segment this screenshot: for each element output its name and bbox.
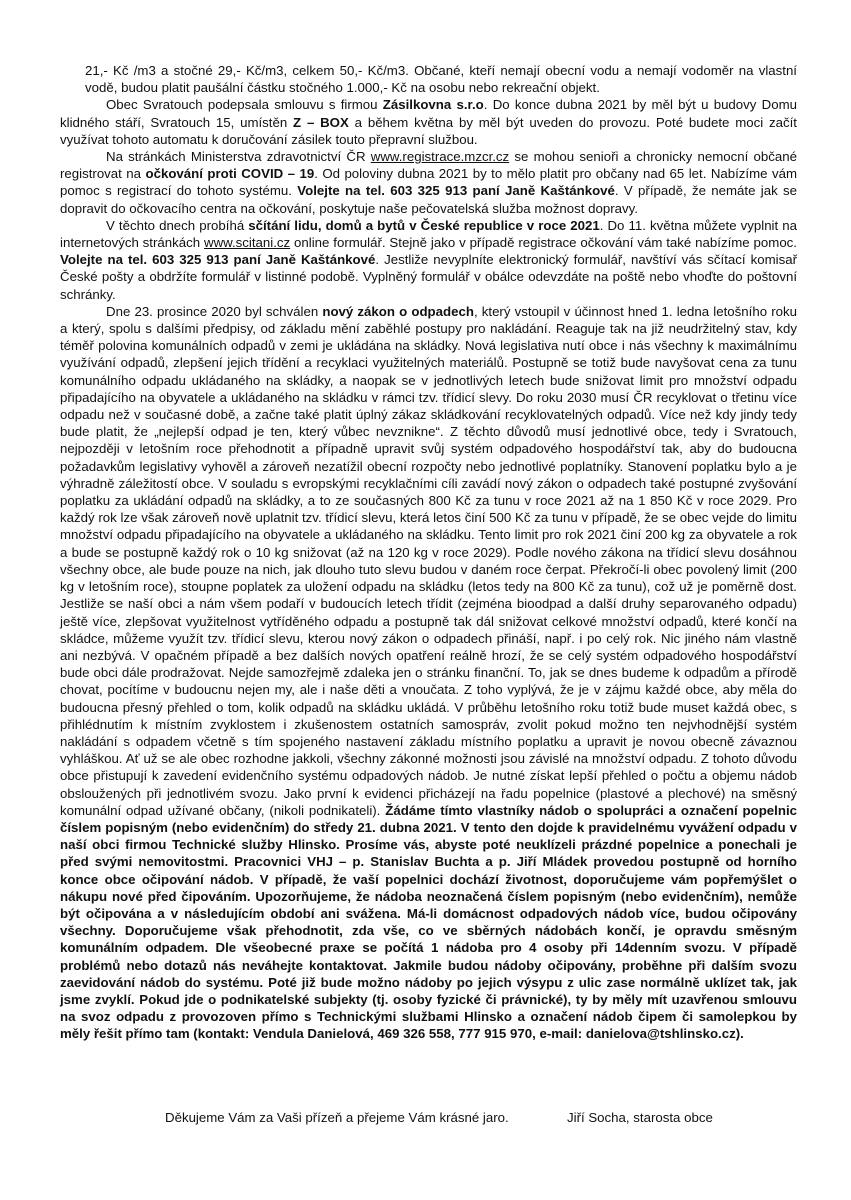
waste-text-2: , který vstoupil v účinnost hned 1. ledna letošního roku a který, spolu s dalšími předpisy, od základu mění zaběhlé postupy pro nakládání. Reaguje tak na již neudržitelný stav, kdy téměř polovina komunálních odpadů v zemi je ukládána na skládky. Nová legislativa nutí obce i nás všechny k maximálnímu využívání odpadů, zlepšení jejich třídění a recyklaci využitelných materiálů. Postupně se totiž bude navyšovat cena za tunu komunálního odpadu ukládaného na skládky, a naopak se v jednotlivých letech bude snižovat limit pro množství odpadu připadajícího na obyvatele a ukládaného na skládku v rámci tzv. třídicí slevy. Do roku 2030 musí ČR recyklovat o třetinu více odpadu než v současné době, a začne také platit úplný zákaz skládkování recyklovatelných odpadů. Více než kdy jindy tedy bude platit, že „nejlepší odpad je ten, který vůbec nevznikne“. Z těchto důvodů musí jednotlivé obce, tedy i Svratouch, nejpozději v letošním roce přehodnotit a případně upravit svůj systém odpadového hospodářství tak, aby do budoucna požadavkům legislativy vyhověl a zároveň nezatížil obecní rozpočty nebo jednotlivé poplatníky. Stanovení poplatku bylo a je výhradně záležitostí obce. V souladu s evropskými recyklačními cíli zavádí nový zákon o odpadech také postupné zvyšování poplatku za ukládání odpadů na skládky, a to ze současných 800 Kč za tunu v roce 2021 až na 1 850 Kč v roce 2029. Pro každý rok lze však zároveň nově uplatnit tzv. třídicí slevu, která letos činí 500 Kč za tunu v případě, že se obec vejde do limitu množství odpadu připadajícího na obyvatele a ukládaného na skládku. Tento limit pro rok 2021 činí 200 kg za obyvatele a rok a bude se postupně každý rok o 10 kg snižovat (až na 120 kg v roce 2029). Podle nového zákona na třídicí slevu dosáhnou všechny obce, ale bude pouze na nich, jak dlouho tuto slevu budou v daném roce čerpat. Překročí-li obec povolený limit (200 kg v letošním roce), stoupne poplatek za uložení odpadu na skládku (letos tedy na 800 Kč za tunu), což už je poměrně dost. Jestliže se naší obci a nám všem podaří v budoucích letech třídit (zejména bioodpad a další druhy separovaného odpadu) ještě více, zlepšovat využitelnost vytříděného odpadu a postupně tak dál snižovat celkové množství odpadů, které končí na skládce, můžeme využít tzv. třídicí slevu, kterou nový zákon o odpadech přináší, např. i po celý rok. Nic jiného nám vlastně ani nezbývá. V opačném případě a bez dalších nových opatření reálně hrozí, že se celý systém odpadového hospodářství bude obci dále prodražovat. Nejde samozřejmě zdaleka jen o stránku finanční. To, jak se dnes budeme k odpadům a přírodě chovat, pocítíme v budoucnu nejen my, ale i naše děti a vnoučata. Z toho vyplývá, že je v zájmu každé obce, aby měla do budoucna přesný přehled o tom, kolik odpadů na skládku ukládá. V průběhu letošního roku totiž bude muset každá obec, s přihlédnutím k místním zvyklostem i zkušenostem ostatních samospráv, zvolit pokud možno ten nejvhodnější systém nakládání s odpadem včetně s tím spojeného nastavení základu místního poplatku a upravit je novou obecně závaznou vyhláškou. Ať už se ale obec rozhodne jakkoli, všechny zákonné možnosti jsou závislé na množství odpadu. Z tohoto důvodu obce přistupují k zavedení evidenčního systému odpadových nádob. Je nutné získat lepší přehled o počtu a objemu nádob obsloužených při jednotlivém svozu. Jako první k evidenci přicházejí na řadu popelnice (plastové a plechové) na směsný komunální odpad užívané občany, (nikoli podnikateli).: [60, 303, 797, 818]
water-fee-paragraph: [60, 62, 797, 96]
scitani-link[interactable]: www.scitani.cz: [204, 235, 291, 251]
zbox-name: Z – BOX: [293, 114, 349, 130]
waste-request-bold: Žádáme tímto vlastníky nádob o spolupráci a označení popelnic číslem popisným (nebo evidenčním) do středy 21. dubna 2021. V tento den dojde k pravidelnému vyvážení odpadu v naší obci firmou Technické služby Hlinsko. Prosíme vás, abyste poté neuklízeli prázdné popelnice a ponechali je před svými nemovitostmi. Pracovnici VHJ – p. Stanislav Buchta a p. Jiří Mládek provedou postupně od horního konce obce očipování nádob. V případě, že vaší popelnici dochází životnost, doporučujeme vám popřemýšlet o nákupu nové před čipováním. Upozorňujeme, že nádoba neoznačená číslem popisným (nebo evidenčním), nemůže být očipována a v následujícím období ani svážena. Má-li domácnost odpadových nádob více, budou očipovány všechny. Doporučujeme však přehodnotit, zda vše, co ve sběrných nádobách končí, je opravdu směsným komunálním odpadem. Dle všeobecné praxe se počítá 1 nádoba pro 4 osoby při 14denním svozu. V případě problémů nebo dotazů nás neváhejte kontaktovat. Jakmile budou nádoby očipovány, proběhne při dalším svozu zaevidování nádob do systému. Poté již bude možno nádoby po jejich výsypu z ulic zase normálně uklízet tak, jak jsme zvyklí. Pokud jde o podnikatelské subjekty (tj. osoby fyzické či právnické), ty by měly mít uzavřenou smlouvu na svoz odpadu z provozoven přímo s Technickými službami Hlinsko a označení nádob čipem či samolepkou by měly řešit přímo tam (kontakt: Vendula Danielová, 469 326 558, 777 915 970, e-mail: danielova@tshlinsko.cz).: [60, 802, 798, 1042]
waste-text-1: Dne 23. prosince 2020 byl schválen: [106, 303, 323, 319]
census-text-4: . Jestliže nevyplníte elektronický formulář, navštíví vás sčítací komisař České pošty a obdržíte formulář v listinné podobě. Vyplněný formulář v obálce odevzdáte na poště nebo vhoďte do poštovní schránky.: [60, 252, 797, 302]
zbox-text-2: . Do konce dubna 2021 by měl být u budovy Domu klidného stáří, Svratouch 15, umístěn: [60, 97, 798, 130]
closing-line: [165, 1110, 785, 1125]
covid-text-2: se mohou senioři a chronicky nemocní občané registrovat na: [60, 149, 798, 182]
zbox-text-1: Obec Svratouch podepsala smlouvu s firmou: [106, 97, 383, 113]
census-title: sčítání lidu, domů a bytů v České republice v roce 2021: [248, 217, 600, 233]
mayor-signature: Jiří Socha, starosta obce: [567, 1110, 713, 1125]
census-text-2: . Do 11. května můžete vyplnit na internetových stránkách: [60, 217, 797, 251]
waste-law-paragraph: [60, 303, 797, 1043]
thanks-text: Děkujeme Vám za Vaši přízeň a přejeme Vám krásné jaro.: [165, 1110, 509, 1125]
water-fee-text: 21,- Kč /m3 a stočné 29,- Kč/m3, celkem 50,- Kč/m3. Občané, kteří nemají obecní vodu a nemají vodoměr na vlastní vodě, budou platit paušální částku stočného 1.000,- Kč na osobu nebo rekreační objekt.: [85, 63, 797, 96]
covid-paragraph: [60, 148, 797, 217]
covid-text-4: . V případě, že nemáte jak se dopravit do očkovacího centra na očkování, poskytuje naše pečovatelská služba možnost dopravy.: [60, 183, 797, 216]
covid-text-3: . Od poloviny dubna 2021 by to mělo platit pro občany nad 65 let. Nabízíme vám pomoc s registrací do tohoto systému.: [60, 166, 797, 199]
census-text-3: online formulář. Stejně jako v případě registrace očkování vám také nabízíme pomoc.: [290, 235, 797, 251]
covid-text-1: Na stránkách Ministerstva zdravotnictví ČR: [106, 149, 371, 165]
census-phone: Volejte na tel. 603 325 913 paní Janě Kaštánkové: [60, 252, 376, 268]
zbox-paragraph: [60, 96, 797, 148]
covid-phone: Volejte na tel. 603 325 913 paní Janě Kaštánkové: [297, 183, 615, 199]
newsletter-page: [60, 62, 797, 1043]
registrace-link[interactable]: www.registrace.mzcr.cz: [370, 149, 510, 165]
zasilkovna-name: Zásilkovna s.r.o: [382, 97, 484, 113]
zbox-text-3: a během května by měl být uveden do provozu. Poté budete moci začít využívat tohoto automatu k doručování zásilek touto přepravní službou.: [60, 114, 797, 147]
covid-vaccination: očkování proti COVID – 19: [145, 166, 315, 182]
census-paragraph: [60, 217, 797, 303]
census-text-1: V těchto dnech probíhá: [106, 217, 249, 233]
waste-law-title: nový zákon o odpadech: [322, 303, 474, 319]
